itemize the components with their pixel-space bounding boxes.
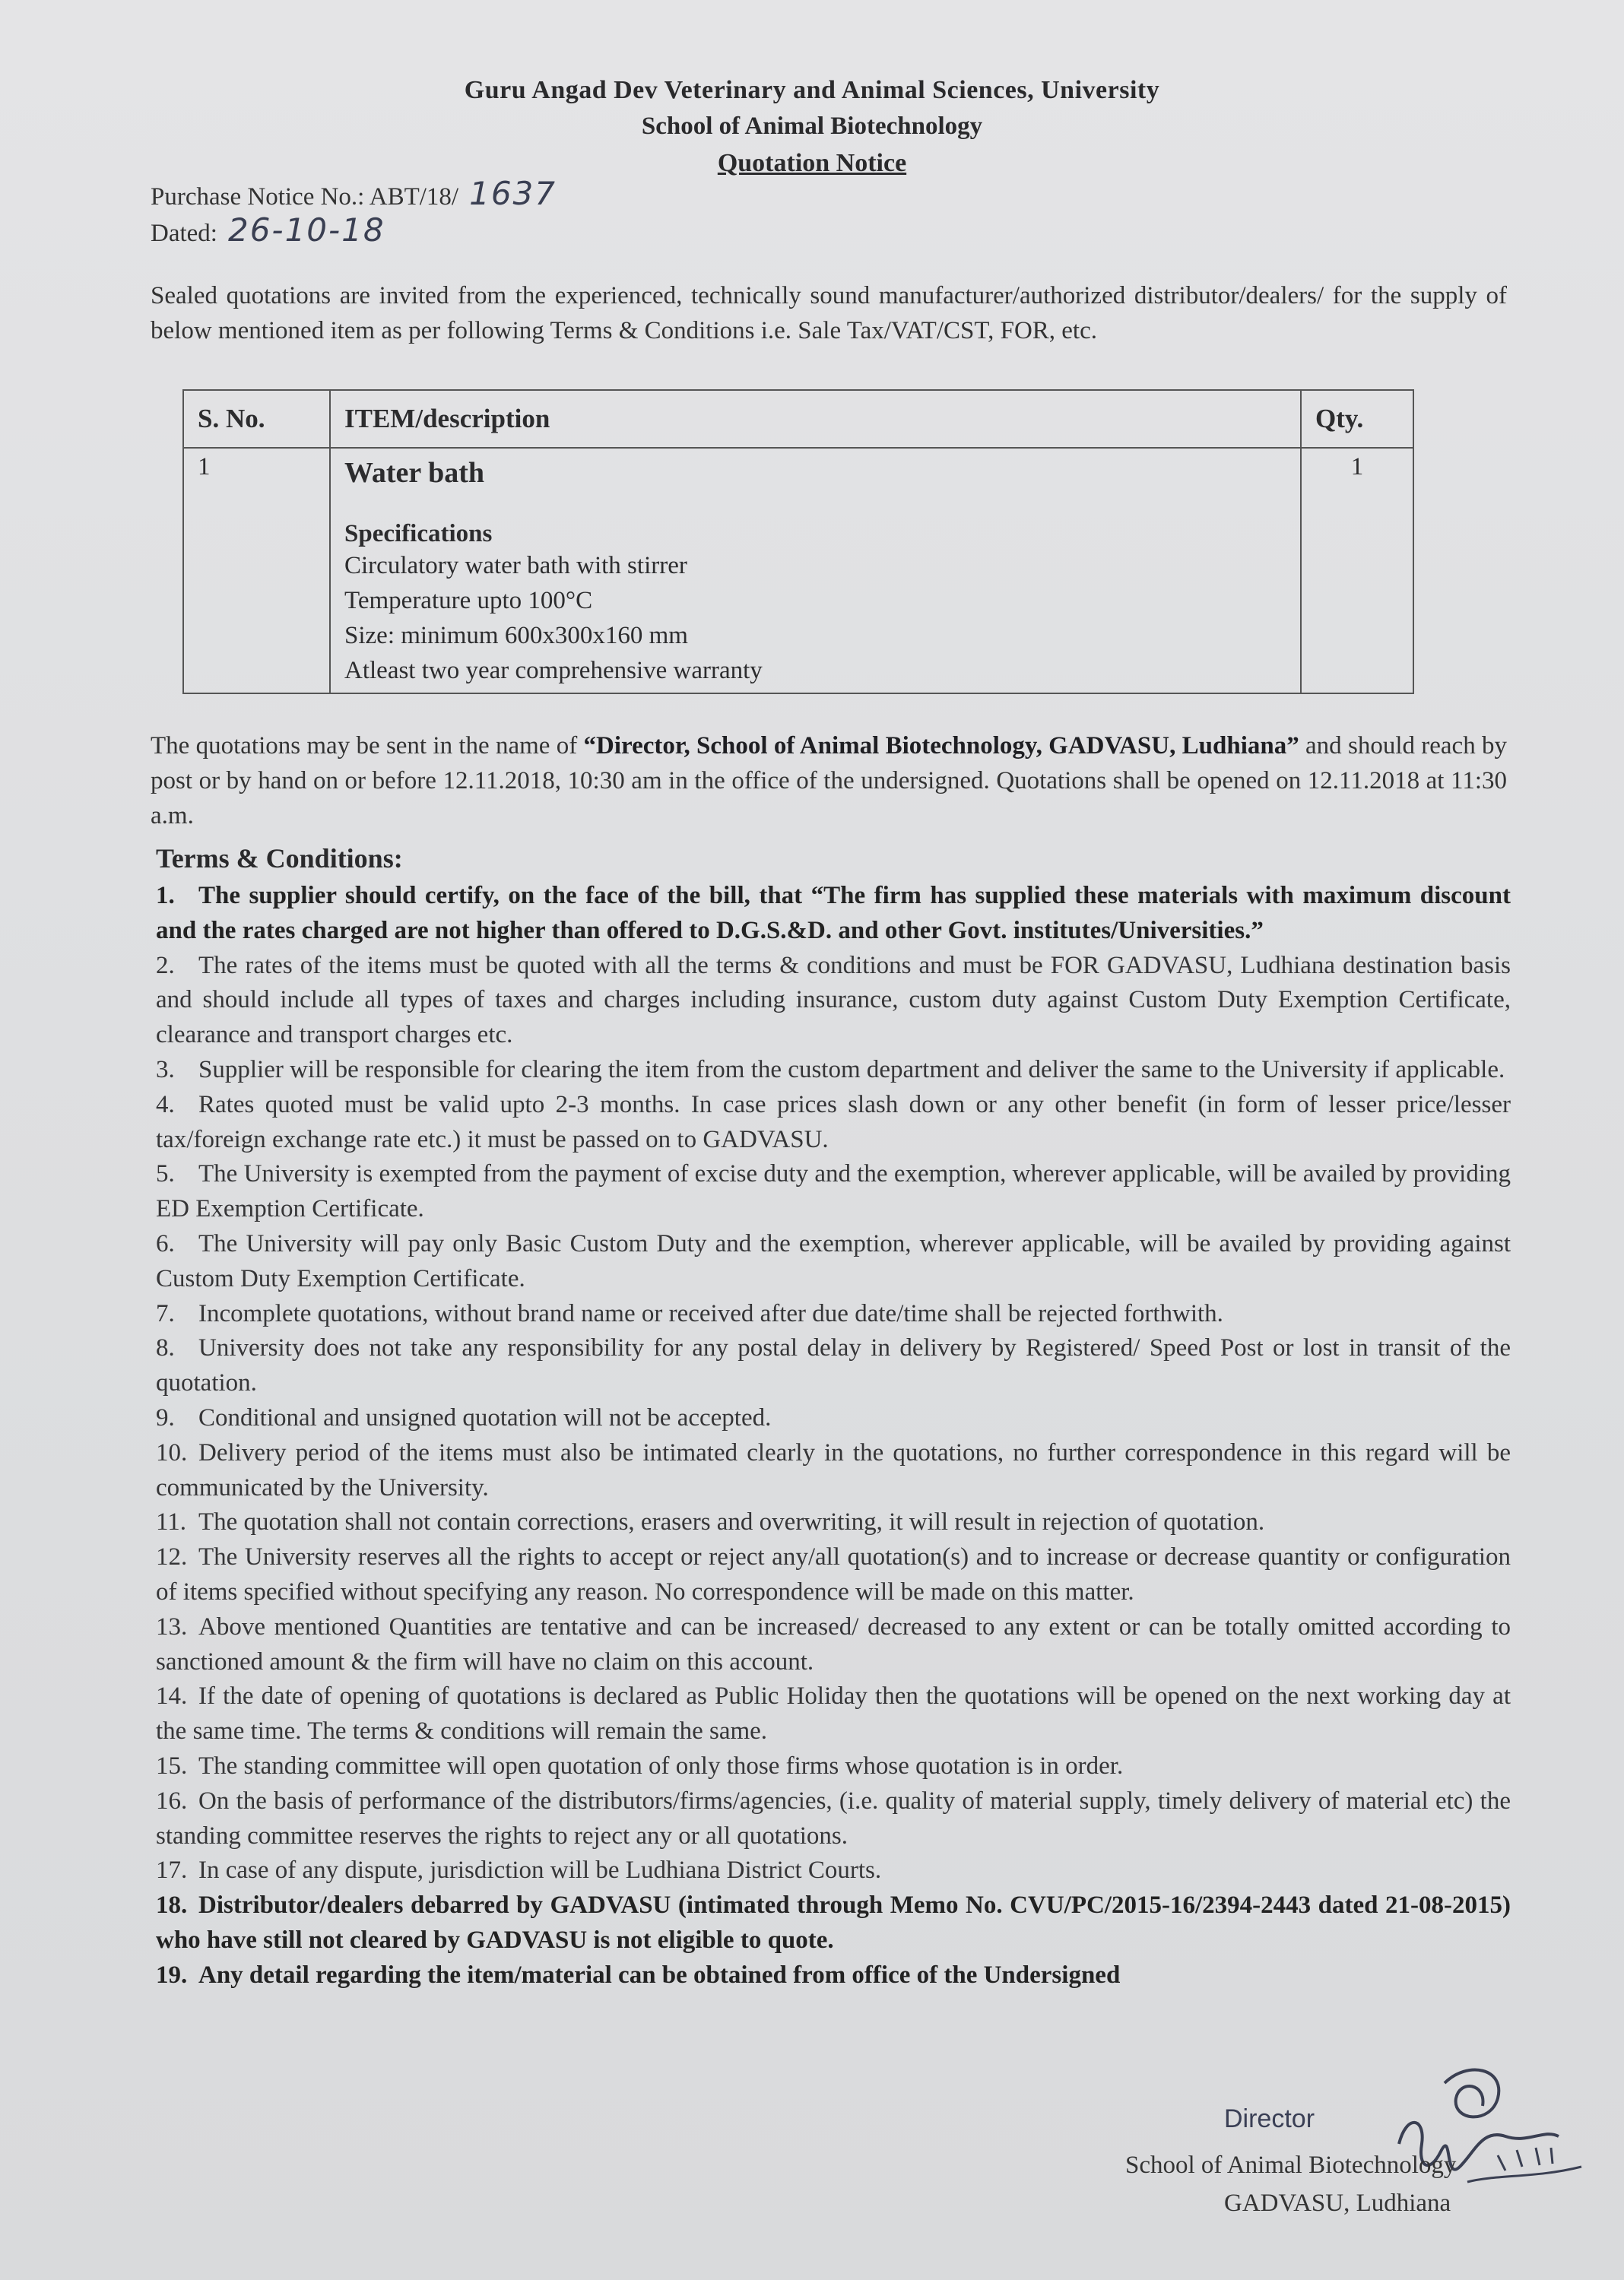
- header-sno: S. No.: [183, 390, 330, 448]
- row-item: [330, 448, 1301, 693]
- term-number: 8.: [156, 1334, 175, 1362]
- list-item: [156, 1436, 1511, 1506]
- list-item: [156, 1401, 1511, 1436]
- term-number: 4.: [156, 1090, 175, 1118]
- submission-part2: and should reach by post or by hand on or before 12.11.2018, 10:30 am in the office of the undersigned. Quotations shall be opened on 12.11.2018 at 11:30 a.m.: [151, 732, 1508, 829]
- term-number: 10.: [156, 1438, 188, 1467]
- term-number: 19.: [156, 1961, 188, 1989]
- spec-line: Size: minimum 600x300x160 mm: [344, 622, 688, 649]
- term-number: 15.: [156, 1752, 188, 1780]
- term-text: University does not take any responsibility for any postal delay in delivery by Registered/ Speed Post or lost in transit of the quotation.: [156, 1334, 1511, 1397]
- term-text: The quotation shall not contain corrections, erasers and overwriting, it will result in rejection of quotation.: [198, 1508, 1265, 1536]
- term-text: In case of any dispute, jurisdiction will be Ludhiana District Courts.: [198, 1857, 882, 1885]
- terms-heading: Terms & Conditions:: [156, 843, 403, 874]
- stamp-director: Director: [1224, 2104, 1315, 2133]
- term-text: Delivery period of the items must also be intimated clearly in the quotations, no further correspondence in this regard will be communicated by the University.: [156, 1438, 1511, 1502]
- university-name: Guru Angad Dev Veterinary and Animal Sciences, University: [464, 76, 1160, 104]
- notice-date: [151, 211, 385, 249]
- list-item: [156, 1157, 1511, 1227]
- term-text: Rates quoted must be valid upto 2-3 months. In case prices slash down or any other benefit (in form of lesser price/lesser tax/foreign exchange rate etc.) it must be passed on to GADVASU.: [156, 1090, 1511, 1153]
- list-item: [156, 1297, 1511, 1332]
- term-text: The University is exempted from the payment of excise duty and the exemption, wherever applicable, will be availed by providing ED Exemption Certificate.: [156, 1160, 1511, 1223]
- term-text: Incomplete quotations, without brand name or received after due date/time shall be rejected forthwith.: [198, 1299, 1223, 1327]
- dated-value: 26-10-18: [227, 211, 385, 249]
- signature-place: GADVASU, Ludhiana: [1224, 2190, 1451, 2217]
- list-item: [156, 1610, 1511, 1680]
- term-text: The University will pay only Basic Custom Duty and the exemption, wherever applicable, will be availed by providing against Custom Duty Exemption Certificate.: [156, 1229, 1511, 1292]
- purchase-notice-value: 1637: [469, 175, 557, 212]
- notice-title: Quotation Notice: [717, 149, 907, 177]
- intro-paragraph: Sealed quotations are invited from the experienced, technically sound manufacturer/authorized distributor/dealers/ for the supply of below mentioned item as per following Terms & Conditions i.e. Sale Tax/VAT/CST, FOR, etc.: [151, 282, 1507, 344]
- submission-part1: The quotations may be sent in the name of: [151, 732, 584, 759]
- list-item: [156, 1088, 1511, 1158]
- term-number: 16.: [156, 1787, 188, 1815]
- term-text: If the date of opening of quotations is declared as Public Holiday then the quotations will be opened on the next working day at the same time. The terms & conditions will remain the same.: [156, 1682, 1511, 1746]
- term-number: 3.: [156, 1055, 175, 1083]
- list-item: [156, 1331, 1511, 1401]
- spec-line: Circulatory water bath with stirrer: [344, 552, 687, 579]
- term-number: 5.: [156, 1160, 175, 1188]
- term-number: 18.: [156, 1892, 188, 1920]
- list-item: [156, 879, 1511, 949]
- term-number: 2.: [156, 951, 175, 979]
- table-header-row: [183, 390, 1413, 448]
- spec-line: Atleast two year comprehensive warranty: [344, 657, 763, 684]
- term-text: The supplier should certify, on the face of the bill, that “The firm has supplied these materials with maximum discount and the rates charged are not higher than offered to D.G.S.&D. and other Govt. institutes/Universities.”: [156, 882, 1511, 944]
- purchase-notice-label: Purchase Notice No.: ABT/18/: [151, 183, 459, 211]
- term-text: Any detail regarding the item/material can be obtained from office of the Undersigned: [198, 1961, 1121, 1989]
- row-sno: 1: [183, 448, 330, 693]
- row-qty-value: 1: [1350, 453, 1364, 480]
- term-number: 11.: [156, 1508, 187, 1536]
- term-number: 14.: [156, 1682, 188, 1711]
- term-text: The rates of the items must be quoted with all the terms & conditions and must be FOR GADVASU, Ludhiana destination basis and should include all types of taxes and charges including insurance, custom duty against Custom Duty Exemption Certificate, clearance and transport charges etc.: [156, 951, 1511, 1049]
- term-text: The University reserves all the rights to accept or reject any/all quotation(s) and to increase or decrease quantity or configuration of items specified without specifying any reason. No correspondence will be made on this matter.: [156, 1543, 1511, 1606]
- term-number: 9.: [156, 1403, 175, 1432]
- table-row: [183, 448, 1413, 693]
- term-text: Above mentioned Quantities are tentative and can be increased/ decreased to any extent or can be totally omitted according to sanctioned amount & the firm will have no claim on this account.: [156, 1612, 1511, 1676]
- signature-school: School of Animal Biotechnology: [1125, 2152, 1457, 2179]
- school-name: School of Animal Biotechnology: [641, 113, 983, 140]
- term-text: Distributor/dealers debarred by GADVASU (intimated through Memo No. CVU/PC/2015-16/2394-2443 dated 21-08-2015) who have still not cleared by GADVASU is not eligible to quote.: [156, 1892, 1511, 1954]
- term-number: 1.: [156, 882, 175, 909]
- spec-line: Temperature upto 100°C: [344, 587, 593, 614]
- dated-label: Dated:: [151, 220, 217, 247]
- submission-addressee: “Director, School of Animal Biotechnology, GADVASU, Ludhiana”: [583, 732, 1299, 759]
- header-qty: Qty.: [1301, 390, 1413, 448]
- term-number: 12.: [156, 1543, 188, 1571]
- term-number: 7.: [156, 1299, 175, 1327]
- list-item: [156, 1784, 1511, 1854]
- item-title: Water bath: [344, 457, 485, 489]
- term-text: Conditional and unsigned quotation will not be accepted.: [198, 1403, 772, 1432]
- purchase-notice-number: [151, 175, 557, 212]
- term-text: On the basis of performance of the distributors/firms/agencies, (i.e. quality of material supply, timely delivery of material etc) the standing committee reserves the rights to reject any or all quotations.: [156, 1787, 1511, 1850]
- submission-paragraph: [151, 728, 1507, 833]
- items-table: [182, 389, 1414, 694]
- terms-list: [156, 879, 1511, 1993]
- list-item: [156, 949, 1511, 1053]
- signature-block: [1125, 2053, 1612, 2266]
- list-item: [156, 1053, 1511, 1088]
- list-item: [156, 1227, 1511, 1297]
- term-number: 17.: [156, 1857, 188, 1885]
- list-item: [156, 1749, 1511, 1784]
- spec-heading: Specifications: [344, 520, 493, 547]
- list-item: [156, 1853, 1511, 1888]
- list-item: [156, 1958, 1511, 1993]
- list-item: [156, 1540, 1511, 1610]
- list-item: [156, 1505, 1511, 1540]
- term-text: Supplier will be responsible for clearing the item from the custom department and deliver the same to the University if applicable.: [198, 1055, 1505, 1083]
- list-item: [156, 1888, 1511, 1958]
- list-item: [156, 1679, 1511, 1749]
- term-number: 13.: [156, 1612, 188, 1641]
- header-item: ITEM/description: [330, 390, 1301, 448]
- term-text: The standing committee will open quotation of only those firms whose quotation is in order.: [198, 1752, 1124, 1780]
- row-qty: [1301, 448, 1413, 693]
- term-number: 6.: [156, 1229, 175, 1257]
